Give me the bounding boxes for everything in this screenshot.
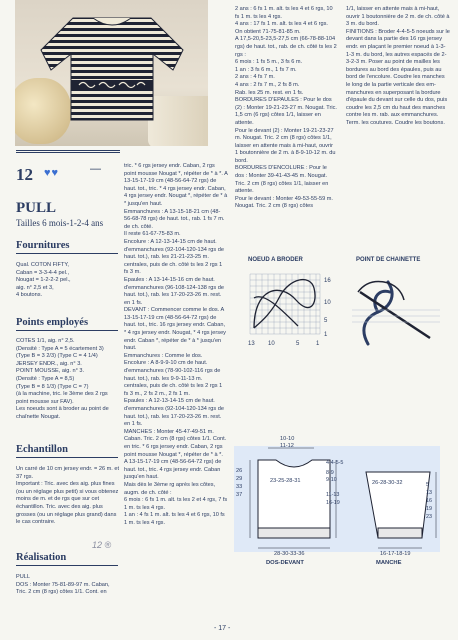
dos-top-1: 10-10 — [280, 436, 295, 442]
section-echantillon: Echantillon — [16, 444, 118, 458]
striped-sweater-illustration — [33, 10, 191, 122]
pattern-dash: — — [90, 163, 101, 175]
noeud-x-5: 5 — [296, 341, 300, 347]
dos-left-26: 26 — [236, 468, 243, 474]
manche-top: 26-28-30-32 — [372, 480, 403, 486]
dos-left-29: 29 — [236, 476, 243, 482]
noeud-y-16: 16 — [324, 278, 331, 284]
manche-label: MANCHE — [376, 560, 402, 566]
noeud-x-axis — [244, 336, 328, 348]
header-rule — [16, 150, 120, 156]
column-2-text: tric. * 6 rgs jersey endr. Caban, 2 rgs point mousse Nougat *, répéter de * à *. A 13-15-17-19 cm (48-56-64-72 rgs) de haut. tot., tric. * 4 rgs jersey endr. Caban, 4 rgs jersey endr. Nougat *, répéter de * à * jusqu'en haut. Emmanchures : A 13-15-18-21 cm (48-56-68-78 rgs) de haut. tot., rab. 1 fs 7 m. de ch. côté. Il reste 61-67-75-83 m. Encolure : A 12-13-14-15 cm de haut. d'emmanchures (92-104-120-134 rgs de haut. tot.), rab. les 21-21-23-25 m. centrales, puis de ch. côté ts les 2 rgs 1 fs 3 m. Epaules : A 13-14-15-16 cm de haut. d'emmanchures (96-108-124-138 rgs de haut. tot.), rab. les 17-20-23-26 m. rest. en 1 fs. DEVANT : Commencer comme le dos. A 13-15-17-19 cm (48-56-64-72 rgs) de haut. tot., tric. 16 rgs jersey endr. Caban, * 4 rgs jersey endr. Nougat, * 4 rgs jersey endr. Caban *, répéter de * à * jusqu'en haut. Emmanchures : Comme le dos. Encolure : A 8-9-9-10 cm de haut. d'emmanchures (78-90-102-116 rgs de haut. tot.), rab. les 9-9-11-13 m. centrales, puis de ch. côté ts les 2 rgs 1 fs 3 m., 2 fs 2 m., 2 fs 1 m. Epaules : A 12-13-14-15 cm de haut. d'emmanchures (92-104-120-134 rgs de haut. tot.), rab. les 17-20-23-26 m. rest. en 1 fs. MANCHES : Monter 45-47-49-51 m. Caban. Tric. 2 cm (8 rgs) côtes 1/1. Cont. en tric. * 6 rgs jersey endr. Caban, 2 rgs point mousse Nougat *, répéter de * à *. A 13-15-17-19 cm (48-56-64-72 rgs) de haut. tot., tric. 4 rgs jersey endr. Caban jusqu'en haut. Mais dès le 3ème rg après les côtes, augm. de ch. côté : 6 mois : 6 fs 1 m. alt. ts les 2 et 4 rgs, 7 fs 1 m. ts les 4 rgs. 1 an : 4 fs 1 m. alt. ts les 4 et 6 rgs, 10 fs 1 m. ts les 4 rgs. — [124, 163, 228, 526]
difficulty-hearts-icon: ♥♥ — [44, 167, 60, 179]
noeud-y-10: 10 — [324, 300, 331, 306]
points-text: COTES 1/1, aig. n° 2,5. (Densité : Type A = 5 écartement 3) (Type B = 3 2/3) (Type C = 4 1/4) JERSEY ENDR., aig. n° 3. POINT MOUSSE, aig. n° 3. (Densité : Type A = 8,5) (Type B = 8 1/3) (Type C = 7) (à la machine, tric. le 3ème des 2 rgs point mousse sur FAV). Les noeuds sont à broder au point de chaînette Nougat. — [16, 338, 109, 420]
chainette-stitch-illustration — [350, 270, 442, 350]
handwritten-note: 12 ® — [92, 540, 112, 550]
manche-bottom: 16-17-18-19 — [380, 551, 411, 557]
manche-right-5: 5 — [426, 482, 429, 488]
dos-right-3: 9-10 — [326, 477, 337, 483]
header-rule-2 — [16, 152, 120, 153]
dos-mid: 23-25-28-31 — [270, 478, 301, 484]
page-number: - 17 - — [214, 625, 231, 632]
dos-right-4: 11-13 — [326, 492, 340, 498]
dos-devant-schematic — [234, 420, 444, 560]
dos-left-33: 33 — [236, 484, 243, 490]
realisation-text: PULL DOS : Monter 75-81-89-97 m. Caban, Tric. 2 cm (8 rgs) côtes 1/1. Cont. en — [16, 574, 110, 596]
echantillon-text: Un carré de 10 cm jersey endr. = 26 m. et 37 rgs. Important : Tric. avec des aig. plus fines (ou un réglage plus petit) si vous obtenez moins de m. et de rgs que sur cet échantillon. Tric. avec des aig. plus grosses (ou un réglage plus grand) dans le cas contraire. — [16, 466, 120, 526]
chainette-title: POINT DE CHAINETTE — [356, 257, 421, 263]
manche-right-23: 23 — [426, 514, 432, 520]
noeud-x-1: 1 — [316, 341, 320, 347]
pattern-number: 12 — [16, 165, 33, 184]
noeud-y-axis — [322, 268, 338, 344]
dos-right-2: 8-9 — [326, 470, 334, 476]
manche-right-13: 13 — [426, 490, 432, 496]
noeud-y-5: 5 — [324, 318, 328, 324]
pattern-title: PULL — [16, 200, 57, 216]
sweater-photo — [15, 0, 208, 146]
dos-right-1: 4-4-5-5 — [326, 460, 344, 466]
noeud-x-13: 13 — [248, 341, 255, 347]
section-fournitures: Fournitures — [16, 240, 118, 254]
dos-top-2: 11-12 — [280, 443, 294, 449]
noeud-title: NOEUD A BRODER — [248, 257, 303, 263]
manche-right-19: 19 — [426, 506, 432, 512]
section-realisation: Réalisation — [16, 552, 118, 566]
dos-right-5: 16-19 — [326, 500, 340, 506]
dos-left-37: 37 — [236, 492, 243, 498]
fournitures-text: Qual. COTON FIFTY, Caban = 3-3-4-4 pel., Nougat = 1-2-2-2 pel., aig. n° 2,5 et 3, 4 boutons. — [16, 262, 71, 299]
column-4-text: 1/1, laisser en attente mais à mi-haut, ouvrir 1 boutonnière de 2 m. de ch. côté à 3 m. du bord. FINITIONS : Broder 4-4-5-5 noeuds sur le devant dans la partie des 16 rgs jersey endr. en plaçant le premier noeud à 1-3-1-3 m. du bord, les autres espacés de 2-3-2-3 m. Poser au point de mailles les bordures au bord des épaules, puis au bord de l'encolure. Coudre les manches le long de la partie verticale des em-manchures en superposant la bordure d'épaule du devant sur celle du dos, puis coudre les 2,5 cm du haut des manches contre les m. rab. aux emmanchures. Term. les coutures. Coudre les boutons. — [346, 6, 450, 126]
pattern-sizes: Tailles 6 mois-1-2-4 ans — [16, 218, 104, 228]
noeud-x-10: 10 — [268, 341, 275, 347]
column-3-text: 2 ans : 6 fs 1 m. alt. ts les 4 et 6 rgs, 10 fs 1 m. ts les 4 rgs. 4 ans : 17 fs 1 m. alt. ts les 4 et 6 rgs. On obtient 71-75-81-85 m. A 17,5-20,5-23,5-27,5 cm (66-78-88-104 rgs) de haut. tot., rab. de ch. côté ts les 2 rgs : 6 mois : 1 fs 5 m., 3 fs 6 m. 1 an : 3 fs 6 m., 1 fs 7 m. 2 ans : 4 fs 7 m. 4 ans : 2 fs 7 m., 2 fs 8 m. Rab. les 25 m. rest. en 1 fs. BORDURES D'EPAULES : Pour le dos (2) : Monter 19-21-23-27 m. Nougat. Tric. 1,5 cm (6 rgs) côtes 1/1, laisser en attente. Pour le devant (2) : Monter 19-21-23-27 m. Nougat. Tric. 2 cm (8 rgs) côtes 1/1, laisser en attente mais à mi-haut, ouvrir 1 boutonnière de 2 m. à 8-9-10-12 m. du bord. BORDURES D'ENCOLURE : Pour le dos : Monter 39-41-43-45 m. Nougat. Tric. 2 cm (8 rgs) côtes 1/1, laisser en attente. Pour le devant : Monter 49-53-55-59 m. Nougat. Tric. 2 cm (8 rgs) côtes — [235, 6, 337, 210]
manche-right-16: 16 — [426, 498, 432, 504]
section-points: Points employés — [16, 317, 118, 331]
dos-bottom: 28-30-33-36 — [274, 551, 305, 557]
dos-devant-label: DOS-DEVANT — [266, 560, 304, 566]
noeud-y-1: 1 — [324, 332, 328, 338]
